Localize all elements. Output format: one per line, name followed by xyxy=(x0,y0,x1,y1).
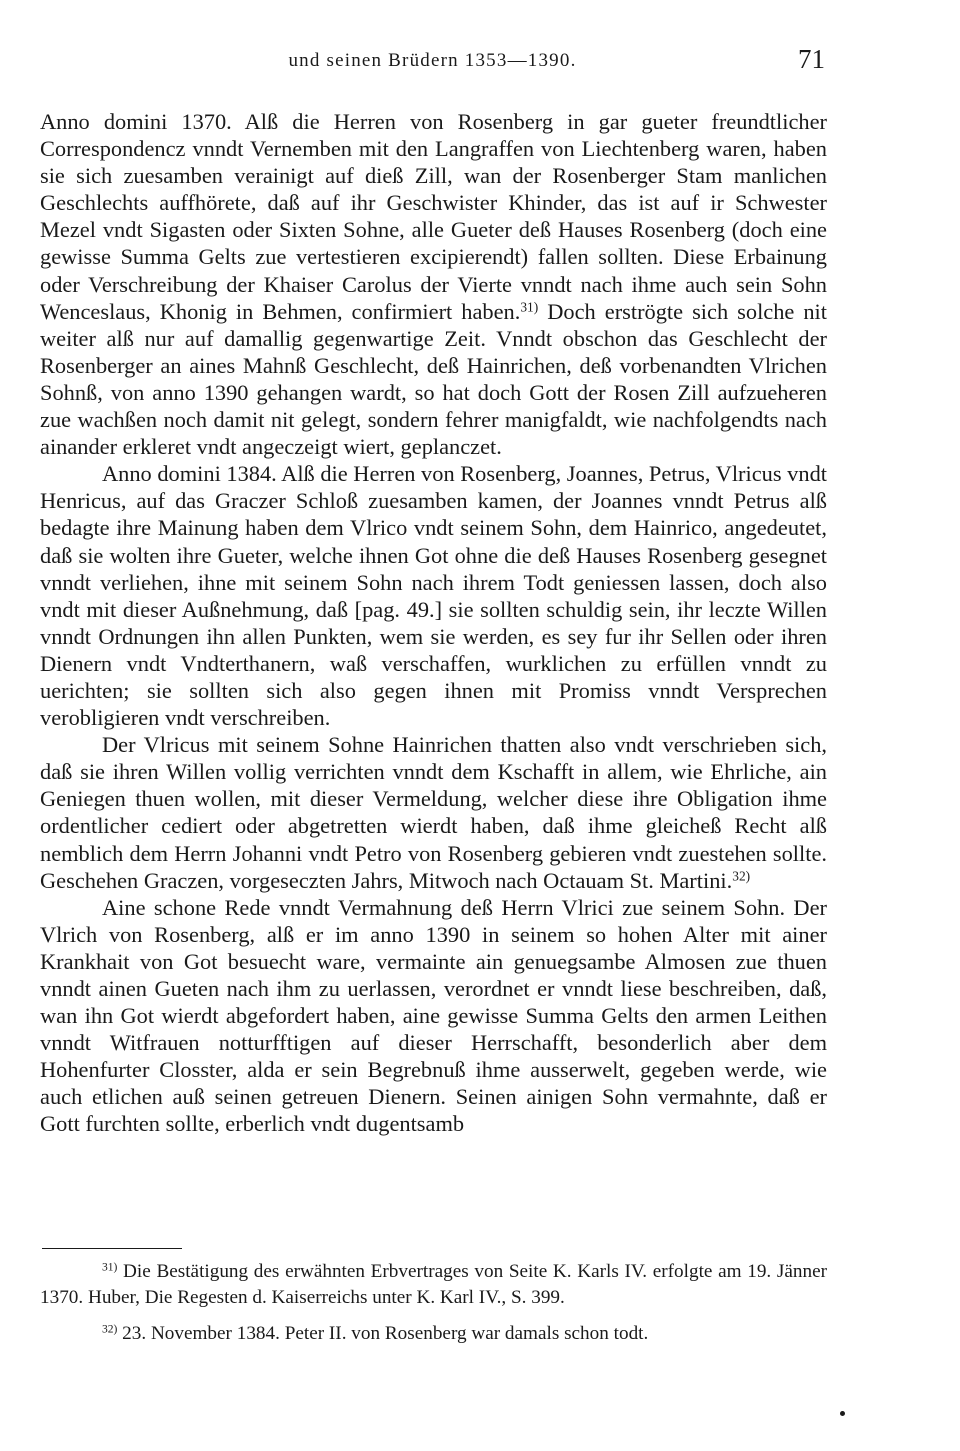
footnote-marker: 31) xyxy=(102,1261,118,1274)
footnote-reference-31: 31) xyxy=(520,299,539,315)
ink-speck xyxy=(840,1411,845,1416)
paragraph-text: Aine schone Rede vnndt Vermahnung deß Herrn Vlrici zue seinem Sohn. Der Vlrich von Rosenberg, alß er im anno 1390 in seinem so hohen Alter mit ainer Krankhait von Got besuecht ware, vermainte ain genuegsambe Almosen zue thuen vnndt ainen Gueten nach ihm zu uerlassen, verordnet er vnndt liese beschreiben, daß, wan ihn Got wierdt abgefordert haben, aine gewisse Summa Gelts den armen Leithen vnndt Witfrauen notturfftigen auf dieser Herrschafft, besonderlich aber dem Hohenfurter Closster, alda er sein Begrebnuß ihme ausserwelt, gegeben werde, wie auch etlichen auß seinen getreuen Dienern. Seinen ainigen Sohn vermahnte, daß er Gott furchten sollte, erberlich vndt dugentsamb xyxy=(40,894,827,1137)
footnote-text: Die Bestätigung des erwähnten Erbvertrages von Seite K. Karls IV. erfolgte am 19. Jänner 1370. Huber, Die Regesten d. Kaiserreichs unter K. Karl IV., S. 399. xyxy=(40,1261,827,1308)
paragraph-anno-1384 xyxy=(40,460,827,731)
paragraph-text: Anno domini 1370. Alß die Herren von Rosenberg in gar gueter freundtlicher Correspondencz vnndt Vernemben mit den Langraffen von Liechtenberg waren, haben sie sich zuesamben verainigt auf dieß Zill, wan der Rosenberger Stam manlichen Geschlechts auffhörete, daß auf ihr Geschwister Khinder, das ist auf ir Schwester Mezel vndt Sigasten oder Sixten Sohne, alle Gueter deß Hauses Rosenberg (doch eine gewisse Summa Gelts zue vertestieren excipierendt) fallen sollten. Diese Erbainung oder Verschreibung der Khaiser Carolus der Vierte vnndt nach ihme auch sein Sohn Wenceslaus, Khonig in Behmen, confirmiert haben. xyxy=(40,109,827,324)
paragraph-text: Anno domini 1384. Alß die Herren von Rosenberg, Joannes, Petrus, Vlricus vndt Henricus, auf das Graczer Schloß zuesamben kamen, der Joannes vnndt Petrus alß bedagte ihre Mainung haben dem Vlrico vndt seinem Sohn, dem Hainrico, angedeutet, daß sie wolten ihre Gueter, welche ihnen Got ohne die deß Hauses Rosenberg gesegnet vnndt verliehen, ihne mit seinem Sohn nach ihrem Todt geniessen lassen, doch also vndt mit dieser Außnehmung, daß [pag. 49.] sie sollten schuldig sein, ihr leczte Willen vnndt Ordnungen ihn allen Punkten, wem sie werden, es sey fur ihr Sellen oder ihren Dienern vndt Vndterthanern, waß verschaffen, wurklichen zu erfüllen vnndt zu uerichten; sie sollten sich also gegen ihnen mit Promiss vnndt Versprechen verobligieren vndt verschreiben. xyxy=(40,461,827,731)
footnote-divider xyxy=(42,1248,182,1249)
footnote-marker: 32) xyxy=(102,1323,118,1336)
paragraph-vlricus xyxy=(40,731,827,894)
footnote-31 xyxy=(40,1259,827,1311)
footnotes xyxy=(40,1259,827,1347)
footnote-text: 23. November 1384. Peter II. von Rosenberg war damals schon todt. xyxy=(117,1323,649,1344)
paragraph-anno-1370 xyxy=(40,108,827,460)
body-text xyxy=(40,108,827,1138)
running-title: und seinen Brüdern 1353—1390. xyxy=(288,50,577,71)
paragraph-text: Der Vlricus mit seinem Sohne Hainrichen thatten also vndt verschrieben sich, daß sie ihren Willen vollig verrichten vnndt dem Kschafft in allem, wie Ehrliche, ain Geniegen thuen wollen, mit dieser Vermeldung, welcher diese ihre Obligation ihme ordentlicher cediert oder abgetretten wierdt haben, daß ihme gleicheß Recht alß nemblich dem Herrn Johanni vndt Petro von Rosenberg gebieren vndt zuestehen sollte. Geschehen Graczen, vorgeseczten Jahrs, Mitwoch nach Octauam St. Martini. xyxy=(40,732,827,893)
footnote-32 xyxy=(40,1321,827,1347)
running-head xyxy=(40,44,825,78)
paragraph-rede xyxy=(40,894,827,1138)
footnote-reference-32: 32) xyxy=(732,868,751,884)
page-number: 71 xyxy=(798,44,825,74)
paragraph-text-continued: Doch erströgte sich solche nit weiter alß nur auf damallig gegenwartige Zeit. Vnndt obschon das Geschlecht der Rosenberger an aines Mahnß Geschlecht, deß Hainrichen, deß vorbenandten Vlrichen Sohnß, von anno 1390 gehangen wardt, so hat doch Gott der Rosen Zill aufzueheren zue wachßen noch damit nit gelegt, sondern fehrer manigfaldt, wie nachfolgendts nach ainander erkleret vndt angeczeigt wiert, geplanczet. xyxy=(40,298,828,460)
